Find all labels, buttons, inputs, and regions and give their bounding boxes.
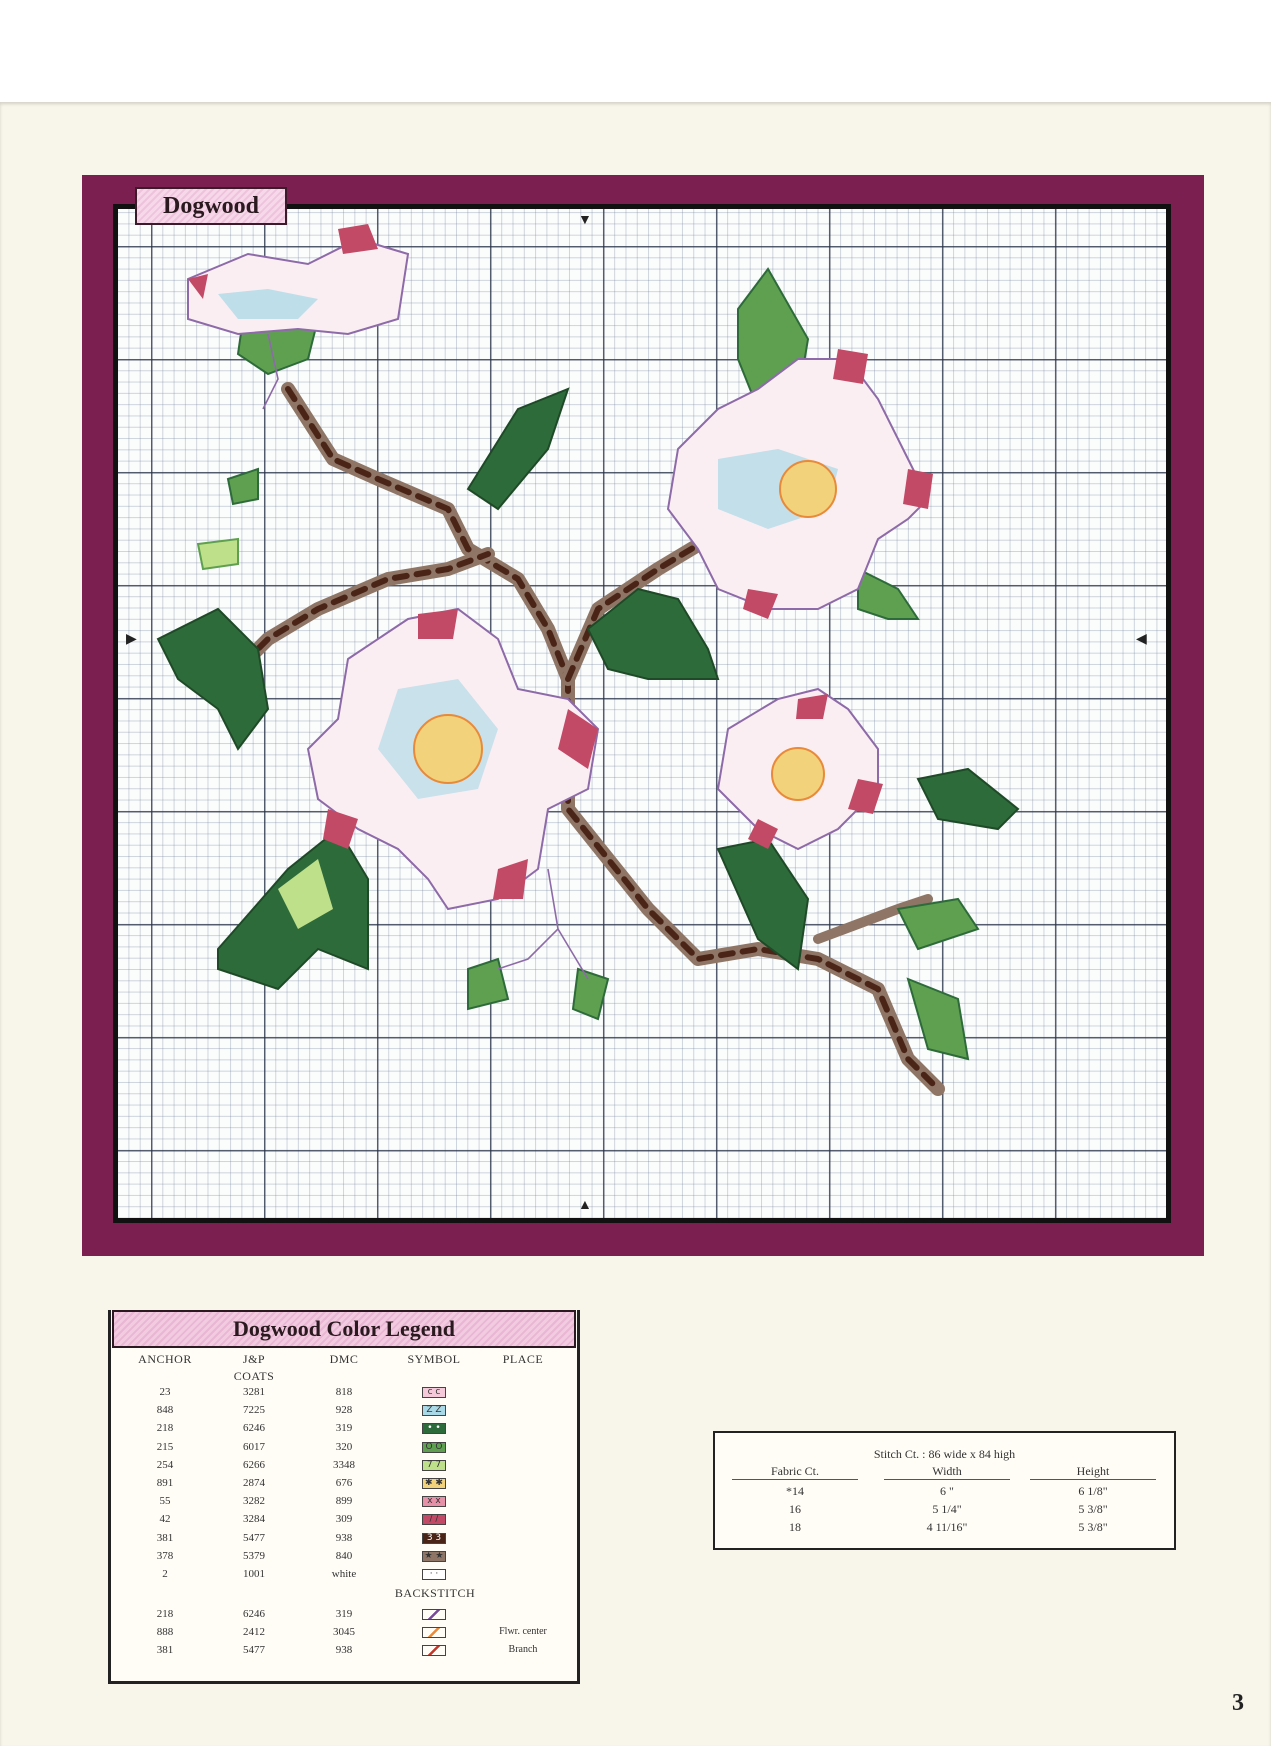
backstitch-symbol-swatch [422, 1627, 446, 1638]
legend-symbol-swatch: • • [422, 1423, 446, 1434]
legend-dmc: 3348 [333, 1458, 355, 1471]
header-height: Height [1076, 1464, 1110, 1478]
stitch-fabric-cell: 16 [789, 1502, 801, 1516]
legend-symbol-swatch: ✱ ✱ [422, 1478, 446, 1489]
stitch-height-cell: 5 3/8" [1078, 1520, 1108, 1534]
blossoms [188, 224, 933, 909]
legend-dmc: white [331, 1568, 357, 1580]
page-number: 3 [1232, 1690, 1244, 1716]
legend-jp: 6246 [243, 1422, 265, 1435]
backstitch-jp: 5477 [243, 1644, 265, 1656]
backstitch-dmc: 938 [335, 1644, 353, 1656]
divider [1030, 1479, 1156, 1480]
backstitch-jp: 6246 [243, 1608, 265, 1620]
legend-symbol-swatch: 3 3 [422, 1533, 446, 1544]
legend-symbol-swatch: Z Z [422, 1405, 446, 1416]
legend-title: Dogwood Color Legend [112, 1310, 576, 1348]
legend-symbol-swatch: · · [422, 1569, 446, 1580]
legend-dmc: 676 [335, 1477, 353, 1489]
stitch-height-cell: 5 3/8" [1078, 1502, 1108, 1516]
legend-dmc: 320 [335, 1440, 353, 1453]
legend-symbol-swatch: O O [422, 1442, 446, 1453]
legend-jp: 6266 [243, 1458, 265, 1471]
legend-anchor: 23 [159, 1386, 171, 1398]
legend-symbol-swatch: c c [422, 1387, 446, 1398]
legend-anchor: 42 [159, 1513, 171, 1526]
backstitch-dmc: 3045 [333, 1626, 355, 1638]
legend-dmc: 938 [335, 1531, 353, 1544]
dogwood-pattern [118, 209, 1166, 1218]
legend-anchor: 2 [162, 1568, 168, 1580]
legend-dmc: 818 [335, 1386, 353, 1398]
legend-dmc: 319 [335, 1422, 353, 1435]
legend-jp: 5379 [243, 1549, 265, 1562]
legend-dmc: 840 [335, 1549, 353, 1562]
backstitch-anchor: 888 [156, 1626, 174, 1638]
stitch-width-cell: 4 11/16" [926, 1520, 968, 1534]
backstitch-dmc: 319 [335, 1608, 353, 1620]
divider [884, 1479, 1010, 1480]
legend-anchor: 378 [156, 1549, 174, 1562]
center-arrow-bottom: ▲ [578, 1198, 592, 1213]
legend-anchor: 215 [156, 1440, 174, 1453]
header-width: Width [932, 1464, 962, 1478]
legend-anchor: 381 [156, 1531, 174, 1544]
stitch-height-cell: 6 1/8" [1078, 1484, 1108, 1498]
backstitch-anchor: 381 [156, 1644, 174, 1656]
backstitch-jp: 2412 [243, 1626, 265, 1638]
header-symbol: SYMBOL [407, 1352, 461, 1366]
legend-anchor: 891 [156, 1477, 174, 1489]
legend-jp: 6017 [243, 1440, 265, 1453]
header-dmc: DMC [329, 1352, 359, 1366]
legend-anchor: 218 [156, 1422, 174, 1435]
center-arrow-right: ◀ [1136, 632, 1147, 647]
center-arrow-left: ▶ [126, 632, 137, 647]
legend-jp: 3282 [243, 1495, 265, 1508]
backstitch-symbol-swatch [422, 1645, 446, 1656]
legend-symbol-swatch: x x [422, 1496, 446, 1507]
header-place: PLACE [502, 1352, 544, 1366]
legend-anchor: 55 [159, 1495, 171, 1508]
center-arrow-top: ▼ [578, 213, 592, 228]
legend-dmc: 899 [335, 1495, 353, 1508]
legend-symbol-swatch: 7 7 [422, 1460, 446, 1471]
header-anchor: ANCHOR [138, 1352, 192, 1366]
legend-dmc: 309 [335, 1513, 353, 1526]
stitch-width-cell: 5 1/4" [932, 1502, 962, 1516]
legend-dmc: 928 [335, 1404, 353, 1417]
stitch-width-cell: 6 " [940, 1484, 954, 1498]
stitch-fabric-cell: *14 [786, 1484, 804, 1498]
legend-anchor: 848 [156, 1404, 174, 1417]
backstitch-place: Branch [508, 1644, 538, 1655]
backstitch-label: BACKSTITCH [394, 1586, 476, 1600]
chart-title: Dogwood [135, 187, 287, 225]
backstitch-anchor: 218 [156, 1608, 174, 1620]
legend-symbol-swatch: / / [422, 1514, 446, 1525]
legend-jp: 1001 [243, 1568, 265, 1580]
stitch-count-title: Stitch Ct. : 86 wide x 84 high [873, 1447, 1016, 1461]
header-jp: J&P [242, 1352, 266, 1366]
legend-jp: 5477 [243, 1531, 265, 1544]
legend-jp: 3281 [243, 1386, 265, 1398]
legend-jp: 7225 [243, 1404, 265, 1417]
legend-jp: 2874 [243, 1477, 265, 1489]
header-jp-sub: COATS [233, 1369, 275, 1383]
legend-jp: 3284 [243, 1513, 265, 1526]
header-fabric: Fabric Ct. [771, 1464, 819, 1478]
divider [732, 1479, 858, 1480]
stitch-fabric-cell: 18 [789, 1520, 801, 1534]
backstitch-place: Flwr. center [499, 1626, 547, 1637]
legend-anchor: 254 [156, 1458, 174, 1471]
backstitch-symbol-swatch [422, 1609, 446, 1620]
legend-symbol-swatch: ★ ★ [422, 1551, 446, 1562]
